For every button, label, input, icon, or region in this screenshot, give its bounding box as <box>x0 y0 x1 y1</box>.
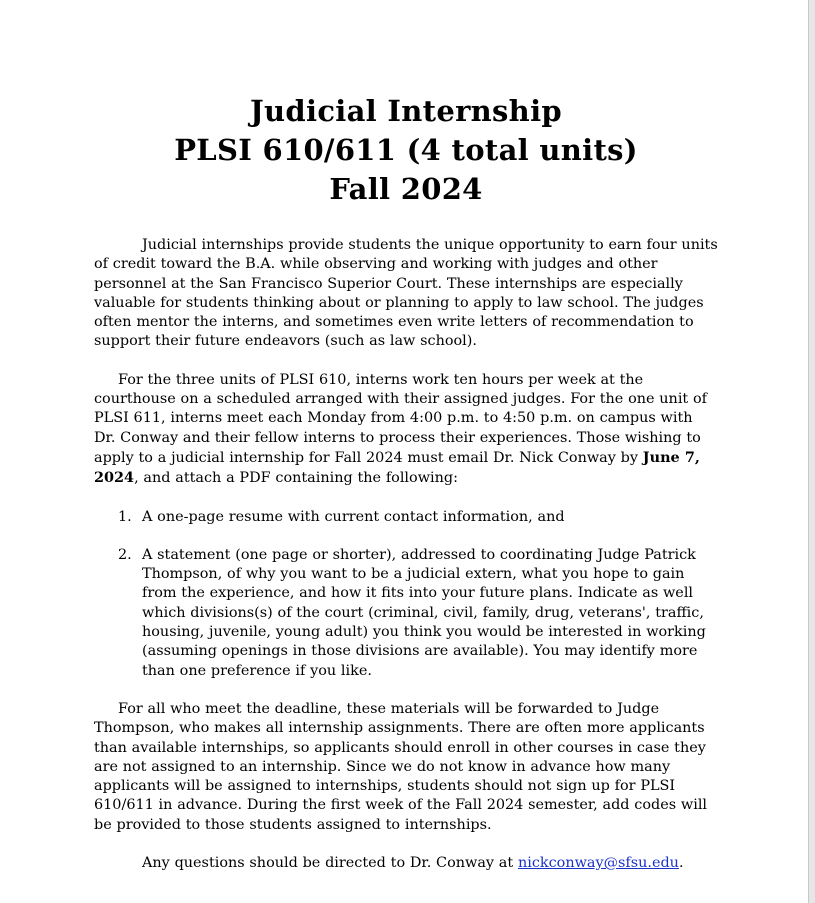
title-line-course-code: PLSI 610/611 (4 total units) <box>174 133 638 167</box>
title-line-course-name: Judicial Internship <box>250 94 562 128</box>
page-edge <box>808 0 815 903</box>
deadline-paragraph: For all who meet the deadline, these materials will be forwarded to Judge Thompson, who makes all internship assignments. There are often more applicants than available internships, so applicants should enroll in other courses in case they are not assigned to an internship. Since we do not know in advance how many applicants will be assigned to internships, students should not sign up for PLSI 610/611 in advance. During the first week of the Fall 2024 semester, add codes will be provided to those students assigned to internships. <box>94 700 708 833</box>
contact-paragraph <box>94 854 718 873</box>
schedule-paragraph <box>94 371 718 489</box>
document-title <box>94 92 718 209</box>
requirement-text: A statement (one page or shorter), addressed to coordinating Judge Patrick Thompson, of why you want to be a judicial extern, what you hope to gain from the experience, and how it fits into your future plans. Indicate as well which divisions(s) of the court (criminal, civil, family, drug, veterans', traffic, housing, juvenile, young adult) you think you would be interested in working (assuming openings in those divisions are available). You may identify more than one preference if you like. <box>142 546 706 679</box>
requirements-list <box>94 508 718 681</box>
requirement-text: A one-page resume with current contact information, and <box>142 508 565 525</box>
requirement-item <box>94 546 718 681</box>
requirement-number: 2. <box>118 546 132 563</box>
contact-email-link[interactable]: nickconway@sfsu.edu <box>517 855 679 872</box>
contact-text: Any questions should be directed to Dr. Conway at <box>142 855 518 872</box>
schedule-text-end: , and attach a PDF containing the following: <box>134 470 458 487</box>
title-line-term: Fall 2024 <box>329 172 483 206</box>
schedule-text: For the three units of PLSI 610, interns work ten hours per week at the courthouse on a scheduled arranged with their assigned judges. For the one unit of PLSI 611, interns meet each Monday from 4:00 p.m. to 4:50 p.m. on campus with Dr. Conway and their fellow interns to process their experiences. Those wishing to apply to a judicial internship for Fall 2024 must email Dr. Nick Conway by <box>94 371 707 466</box>
requirement-item <box>94 508 718 527</box>
document-page <box>94 0 718 873</box>
intro-paragraph: Judicial internships provide students the unique opportunity to earn four units of credit toward the B.A. while observing and working with judges and other personnel at the San Francisco Superior Court. These internships are especially valuable for students thinking about or planning to apply to law school. The judges often mentor the interns, and sometimes even write letters of recommendation to support their future endeavors (such as law school). <box>94 237 718 350</box>
requirement-number: 1. <box>118 508 132 525</box>
contact-suffix: . <box>678 855 684 872</box>
application-deadline: June 7, 2024 <box>94 448 700 487</box>
